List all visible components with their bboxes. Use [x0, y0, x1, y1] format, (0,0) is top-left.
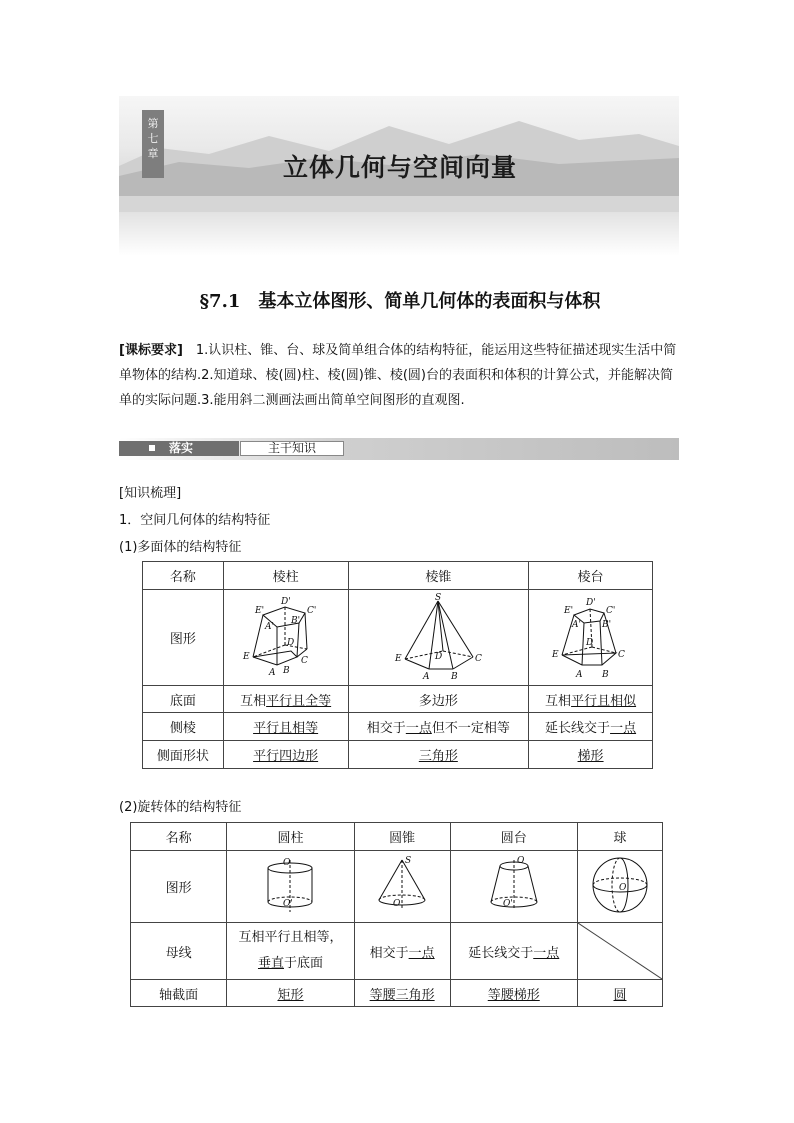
header-prism: 棱柱 [223, 562, 348, 590]
svg-text:O': O' [502, 898, 513, 909]
rot-header-sphere: 球 [577, 823, 662, 851]
figure-label: 图形 [143, 590, 224, 686]
pyramid-diagram [393, 593, 483, 679]
prism-diagram [241, 593, 331, 679]
section-title: §7.1 基本立体图形、简单几何体的表面积与体积 [199, 291, 601, 312]
svg-text:D: D [435, 651, 443, 662]
course-requirements [119, 338, 681, 413]
cell-sphere-generatrix [577, 923, 662, 980]
svg-text:O: O [516, 855, 525, 866]
svg-text:D': D' [280, 596, 291, 607]
svg-text:A: A [268, 667, 276, 678]
rot-header-cone: 圆锥 [354, 823, 450, 851]
cell-prism-edge: 平行且相等 [223, 713, 348, 741]
cell-pyramid-edge: 相交于一点但不一定相等 [348, 713, 529, 741]
svg-text:E: E [242, 651, 250, 662]
rot-header-frustum: 圆台 [450, 823, 577, 851]
cell-cone-generatrix: 相交于一点 [354, 923, 450, 980]
sub-heading-polyhedra: (1)多面体的结构特征 [119, 540, 242, 555]
svg-text:C': C' [605, 605, 615, 616]
banner-shadow [119, 212, 679, 256]
svg-text:C: C [300, 655, 308, 666]
cylinder-figure [227, 851, 354, 923]
frustum-round-figure [450, 851, 577, 923]
rot-row-label-generatrix: 母线 [131, 923, 227, 980]
svg-text:B: B [451, 671, 458, 679]
cell-frustum-face: 梯形 [529, 741, 653, 769]
rot-row-label-axial: 轴截面 [131, 980, 227, 1007]
svg-text:O: O [393, 898, 401, 909]
heading-structure: 1．空间几何体的结构特征 [119, 513, 271, 528]
chapter-tab [142, 110, 164, 178]
cell-cylinder-generatrix: 互相平行且相等， 垂直于底面 [227, 923, 354, 980]
cell-sphere-axial: 圆 [577, 980, 662, 1007]
header-frustum: 棱台 [529, 562, 653, 590]
requirements-text: 1.认识柱、锥、台、球及简单组合体的结构特征，能运用这些特征描述现实生活中简单物体的结构.2.知道球、棱(圆)柱、棱(圆)锥、棱(圆)台的表面积和体积的计算公式，并能解决简单的实际问题.3.能用斜二测画法画出简单空间图形的直观图. [119, 343, 677, 408]
rot-header-name: 名称 [131, 823, 227, 851]
svg-text:C: C [475, 653, 483, 664]
row-label-face-shape: 侧面形状 [143, 741, 224, 769]
svg-text:C: C [617, 649, 625, 660]
svg-text:D': D' [585, 597, 596, 608]
rotation-table [130, 822, 663, 1007]
cell-prism-face: 平行四边形 [223, 741, 348, 769]
svg-text:S: S [405, 855, 412, 866]
svg-text:B: B [601, 669, 609, 679]
svg-text:E': E' [254, 605, 264, 616]
svg-text:A: A [575, 669, 583, 679]
polyhedra-table [142, 561, 653, 769]
svg-text:B': B' [601, 619, 611, 630]
cylinder-diagram [255, 854, 325, 916]
svg-text:O': O' [283, 898, 294, 909]
cell-cone-axial: 等腰三角形 [354, 980, 450, 1007]
bar-light-label: 主干知识 [240, 441, 344, 456]
knowledge-tag: [知识梳理] [119, 486, 182, 501]
cell-pyramid-face: 三角形 [348, 741, 529, 769]
cone-figure [354, 851, 450, 923]
svg-text:C': C' [306, 605, 316, 616]
bar-dark-label: 落实 [119, 441, 239, 456]
sphere-figure [577, 851, 662, 923]
svg-text:B': B' [290, 615, 300, 626]
cell-cylinder-axial: 矩形 [227, 980, 354, 1007]
svg-text:O: O [618, 882, 627, 893]
svg-text:E': E' [563, 605, 573, 616]
cell-frustum-generatrix: 延长线交于一点 [450, 923, 577, 980]
sphere-diagram [585, 854, 655, 916]
sub-heading-rotation: (2)旋转体的结构特征 [119, 800, 242, 815]
svg-text:A': A' [571, 619, 581, 630]
svg-text:O: O [283, 857, 291, 868]
requirements-tag: [课标要求] [119, 343, 183, 358]
rot-figure-label: 图形 [131, 851, 227, 923]
diagonal-slash [578, 923, 662, 979]
square-icon [149, 445, 155, 451]
header-pyramid: 棱锥 [348, 562, 529, 590]
svg-text:E: E [395, 653, 402, 664]
cell-frustum-edge: 延长线交于一点 [529, 713, 653, 741]
svg-text:S: S [435, 592, 442, 603]
chapter-tab-char: 七 [147, 132, 159, 145]
frustum-figure [529, 590, 653, 686]
cell-frustum-axial: 等腰梯形 [450, 980, 577, 1007]
svg-text:A': A' [264, 621, 274, 632]
cell-pyramid-base: 多边形 [348, 686, 529, 713]
rot-header-cylinder: 圆柱 [227, 823, 354, 851]
chapter-title: 立体几何与空间向量 [282, 153, 517, 182]
chapter-tab-char: 章 [147, 147, 159, 160]
round-frustum-diagram [479, 854, 549, 916]
chapter-tab-char: 第 [147, 117, 159, 130]
prism-figure [223, 590, 348, 686]
svg-text:E: E [551, 649, 559, 660]
svg-text:A: A [423, 671, 430, 679]
pyramid-figure [348, 590, 529, 686]
frustum-diagram [546, 593, 636, 679]
row-label-base: 底面 [143, 686, 224, 713]
svg-text:D: D [585, 637, 593, 648]
header-name: 名称 [143, 562, 224, 590]
cone-diagram [367, 854, 437, 916]
svg-text:B: B [282, 665, 290, 676]
svg-text:D: D [286, 637, 294, 648]
row-label-lateral-edge: 侧棱 [143, 713, 224, 741]
cell-prism-base: 互相平行且全等 [223, 686, 348, 713]
cell-frustum-base: 互相平行且相似 [529, 686, 653, 713]
